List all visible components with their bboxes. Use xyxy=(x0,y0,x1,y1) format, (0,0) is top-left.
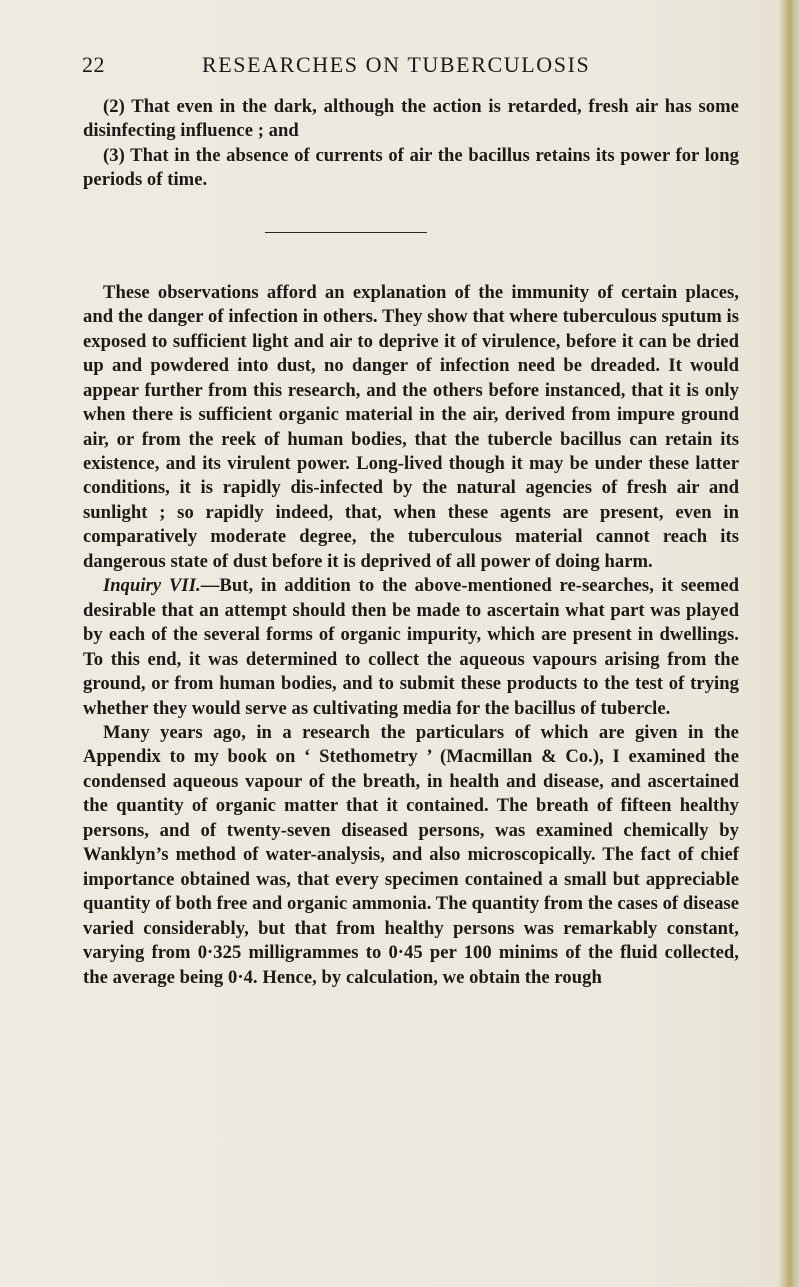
paragraph-point-2: (2) That even in the dark, although the action is retarded, fresh air has some disinfecting influence ; and xyxy=(83,96,739,142)
section-divider xyxy=(265,232,427,233)
inquiry-heading: Inquiry VII. xyxy=(103,575,201,597)
running-head: RESEARCHES ON TUBERCULOSIS xyxy=(202,52,591,77)
page-number: 22 xyxy=(82,52,105,77)
paragraph-observations: These observations afford an explanation of the immunity of certain places, and the danger of infection in others. They show that where tuberculous sputum is exposed to sufficient light and air to deprive it of virulence, before it can be dried up and powdered into dust, no danger of infection need be dreaded. It would appear further from this research, and the others before instanced, that it is only when there is sufficient organic material in the air, derived from impure ground air, or from the reek of human bodies, that the tubercle bacillus can retain its existence, and its virulent power. Long-lived though it may be under these latter conditions, it is rapidly dis-infected by the natural agencies of fresh air and sunlight ; so rapidly indeed, that, when these agents are present, even in comparatively moderate degree, the tuberculous material cannot reach its dangerous state of dust before it is deprived of all power of doing harm. xyxy=(83,281,739,572)
section-divider-area xyxy=(83,193,739,272)
body-text xyxy=(83,95,739,990)
paragraph-research: Many years ago, in a research the particulars of which are given in the Appendix to my book on ‘ Stethometry ’ (Macmillan & Co.), I examined the condensed aqueous vapour of the breath, in health and disease, and ascertained the quantity of organic matter that it contained. The breath of fifteen healthy persons, and of twenty-seven diseased persons, was examined chemically by Wanklyn’s method of water-analysis, and also microscopically. The fact of chief importance obtained was, that every specimen contained a small but appreciable quantity of both free and organic ammonia. The quantity from the cases of disease varied considerably, but that from healthy persons was remarkably constant, varying from 0·325 milligrammes to 0·45 per 100 minims of the fluid collected, the average being 0·4. Hence, by calculation, we obtain the rough xyxy=(83,721,739,988)
page-header xyxy=(0,52,800,82)
page-edge-shadow xyxy=(778,0,800,1287)
paragraph-inquiry-vii xyxy=(83,574,739,721)
inquiry-body: —But, in addition to the above-mentioned re-searches, it seemed desirable that an attempt should then be made to ascertain what part was played by each of the several forms of organic impurity, which are present in dwellings. To this end, it was determined to collect the aqueous vapours arising from the ground, or from human bodies, and to submit these products to the test of trying whether they would serve as cultivating media for the bacillus of tubercle. xyxy=(83,575,740,719)
paragraph-point-3: (3) That in the absence of currents of air the bacillus retains its power for long periods of time. xyxy=(83,144,739,191)
